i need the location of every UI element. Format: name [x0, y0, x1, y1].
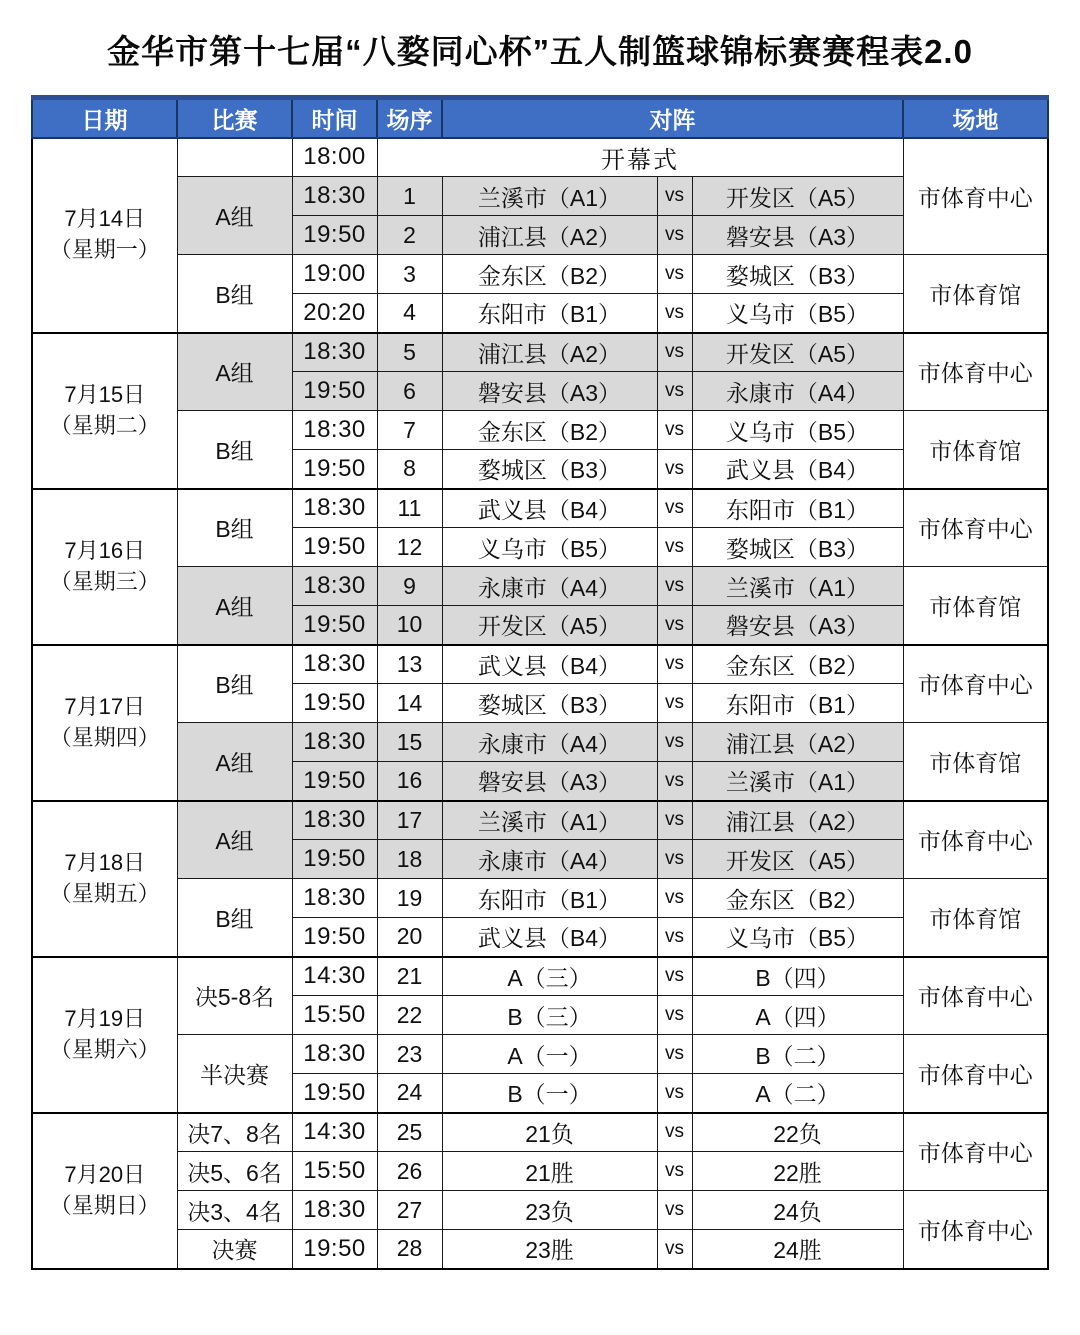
home-team-cell: 武义县（B4）	[442, 918, 657, 957]
venue-cell: 市体育中心	[903, 489, 1048, 567]
header-order: 场序	[377, 98, 442, 138]
vs-label: vs	[657, 879, 692, 918]
vs-label: vs	[657, 1152, 692, 1191]
home-team-cell: 婺城区（B3）	[442, 450, 657, 489]
away-team-cell: 开发区（A5）	[692, 177, 903, 216]
home-team-cell: 兰溪市（A1）	[442, 177, 657, 216]
home-team-cell: 婺城区（B3）	[442, 684, 657, 723]
group-cell: A组	[177, 801, 292, 879]
vs-label: vs	[657, 1035, 692, 1074]
match-order-cell: 23	[377, 1035, 442, 1074]
home-team-cell: 兰溪市（A1）	[442, 801, 657, 840]
time-cell: 19:50	[292, 684, 377, 723]
schedule-row	[32, 1230, 1048, 1269]
schedule-row	[32, 723, 1048, 762]
venue-cell: 市体育馆	[903, 255, 1048, 333]
time-cell: 19:50	[292, 840, 377, 879]
venue-cell: 市体育馆	[903, 411, 1048, 489]
date-text-line: （星期二）	[49, 412, 160, 438]
home-team-cell: 义乌市（B5）	[442, 528, 657, 567]
header-matchup: 对阵	[442, 98, 903, 138]
match-order-cell: 27	[377, 1191, 442, 1230]
match-order-cell: 24	[377, 1074, 442, 1113]
date-text-line: 7月20日	[64, 1161, 146, 1187]
home-team-cell: 23负	[442, 1191, 657, 1230]
vs-label: vs	[657, 333, 692, 372]
group-cell: B组	[177, 489, 292, 567]
vs-label: vs	[657, 528, 692, 567]
home-team-cell: 开发区（A5）	[442, 606, 657, 645]
vs-label: vs	[657, 567, 692, 606]
date-text-line: 7月19日	[64, 1005, 146, 1031]
time-cell: 18:30	[292, 879, 377, 918]
match-order-cell: 4	[377, 294, 442, 333]
match-order-cell: 13	[377, 645, 442, 684]
match-order-cell: 5	[377, 333, 442, 372]
date-cell	[32, 801, 177, 957]
home-team-cell: 浦江县（A2）	[442, 333, 657, 372]
home-team-cell: 永康市（A4）	[442, 840, 657, 879]
time-cell: 18:30	[292, 723, 377, 762]
away-team-cell: 浦江县（A2）	[692, 801, 903, 840]
away-team-cell: 金东区（B2）	[692, 645, 903, 684]
match-order-cell: 7	[377, 411, 442, 450]
group-cell: B组	[177, 879, 292, 957]
time-cell: 14:30	[292, 957, 377, 996]
away-team-cell: 24负	[692, 1191, 903, 1230]
group-cell: 决5-8名	[177, 957, 292, 1035]
home-team-cell: 武义县（B4）	[442, 489, 657, 528]
match-order-cell: 25	[377, 1113, 442, 1152]
away-team-cell: 婺城区（B3）	[692, 528, 903, 567]
home-team-cell: 磐安县（A3）	[442, 762, 657, 801]
date-text-line: 7月18日	[64, 849, 146, 875]
vs-label: vs	[657, 489, 692, 528]
vs-label: vs	[657, 762, 692, 801]
vs-label: vs	[657, 723, 692, 762]
header-time: 时间	[292, 98, 377, 138]
vs-label: vs	[657, 801, 692, 840]
vs-label: vs	[657, 294, 692, 333]
vs-label: vs	[657, 1191, 692, 1230]
away-team-cell: 开发区（A5）	[692, 333, 903, 372]
vs-label: vs	[657, 1113, 692, 1152]
group-cell: A组	[177, 723, 292, 801]
home-team-cell: 21胜	[442, 1152, 657, 1191]
home-team-cell: 永康市（A4）	[442, 567, 657, 606]
match-order-cell: 20	[377, 918, 442, 957]
vs-label: vs	[657, 840, 692, 879]
date-text-line: （星期四）	[49, 724, 160, 750]
time-cell: 18:30	[292, 411, 377, 450]
away-team-cell: 浦江县（A2）	[692, 723, 903, 762]
match-order-cell: 12	[377, 528, 442, 567]
time-cell: 19:50	[292, 918, 377, 957]
date-text-line: （星期一）	[49, 237, 160, 262]
away-team-cell: 婺城区（B3）	[692, 255, 903, 294]
time-cell: 19:50	[292, 528, 377, 567]
home-team-cell: 金东区（B2）	[442, 255, 657, 294]
vs-label: vs	[657, 684, 692, 723]
date-text-line: （星期三）	[49, 568, 160, 594]
date-text-line: 7月17日	[64, 693, 146, 719]
home-team-cell: B（三）	[442, 996, 657, 1035]
header-row	[32, 98, 1048, 138]
away-team-cell: 金东区（B2）	[692, 879, 903, 918]
time-cell: 14:30	[292, 1113, 377, 1152]
schedule-row	[32, 957, 1048, 996]
vs-label: vs	[657, 996, 692, 1035]
away-team-cell: B（二）	[692, 1035, 903, 1074]
group-cell: 决赛	[177, 1230, 292, 1269]
schedule-row	[32, 1035, 1048, 1074]
match-order-cell: 17	[377, 801, 442, 840]
vs-label: vs	[657, 177, 692, 216]
time-cell: 19:50	[292, 1230, 377, 1269]
venue-cell: 市体育中心	[903, 1191, 1048, 1269]
group-cell: A组	[177, 333, 292, 411]
date-text-line: （星期五）	[49, 880, 160, 906]
time-cell: 19:50	[292, 372, 377, 411]
home-team-cell: 永康市（A4）	[442, 723, 657, 762]
time-cell: 19:50	[292, 1074, 377, 1113]
time-cell: 18:00	[292, 138, 377, 177]
schedule-row	[32, 567, 1048, 606]
date-cell	[32, 489, 177, 645]
vs-label: vs	[657, 216, 692, 255]
vs-label: vs	[657, 411, 692, 450]
group-cell: B组	[177, 645, 292, 723]
venue-cell: 市体育中心	[903, 801, 1048, 879]
date-cell	[32, 138, 177, 333]
time-cell: 19:50	[292, 450, 377, 489]
header-competition: 比赛	[177, 98, 292, 138]
time-cell: 15:50	[292, 996, 377, 1035]
away-team-cell: 武义县（B4）	[692, 450, 903, 489]
away-team-cell: 开发区（A5）	[692, 840, 903, 879]
venue-cell: 市体育馆	[903, 567, 1048, 645]
away-team-cell: 兰溪市（A1）	[692, 567, 903, 606]
vs-label: vs	[657, 957, 692, 996]
away-team-cell: 兰溪市（A1）	[692, 762, 903, 801]
date-text-line: 7月15日	[64, 381, 146, 407]
time-cell: 20:20	[292, 294, 377, 333]
match-order-cell: 1	[377, 177, 442, 216]
group-cell: B组	[177, 411, 292, 489]
vs-label: vs	[657, 450, 692, 489]
match-order-cell: 21	[377, 957, 442, 996]
away-team-cell: 22负	[692, 1113, 903, 1152]
group-cell: A组	[177, 567, 292, 645]
match-order-cell: 18	[377, 840, 442, 879]
away-team-cell: A（二）	[692, 1074, 903, 1113]
match-order-cell: 28	[377, 1230, 442, 1269]
home-team-cell: A（一）	[442, 1035, 657, 1074]
date-text-line: （星期日）	[49, 1192, 160, 1218]
schedule-body	[32, 138, 1048, 1269]
schedule-row	[32, 1191, 1048, 1230]
venue-cell: 市体育中心	[903, 1113, 1048, 1191]
date-cell	[32, 645, 177, 801]
date-cell	[32, 1113, 177, 1269]
time-cell: 19:50	[292, 606, 377, 645]
schedule-table	[31, 95, 1049, 1270]
away-team-cell: 义乌市（B5）	[692, 918, 903, 957]
time-cell: 19:50	[292, 216, 377, 255]
schedule-row	[32, 255, 1048, 294]
date-text-line: 7月16日	[64, 537, 146, 563]
home-team-cell: 东阳市（B1）	[442, 879, 657, 918]
venue-cell: 市体育馆	[903, 879, 1048, 957]
time-cell: 19:50	[292, 762, 377, 801]
venue-cell: 市体育中心	[903, 645, 1048, 723]
away-team-cell: 22胜	[692, 1152, 903, 1191]
vs-label: vs	[657, 255, 692, 294]
away-team-cell: 东阳市（B1）	[692, 489, 903, 528]
group-cell: 决5、6名	[177, 1152, 292, 1191]
home-team-cell: 磐安县（A3）	[442, 372, 657, 411]
match-order-cell: 2	[377, 216, 442, 255]
header-venue: 场地	[903, 98, 1048, 138]
venue-cell: 市体育馆	[903, 723, 1048, 801]
vs-label: vs	[657, 1230, 692, 1269]
schedule-row	[32, 879, 1048, 918]
time-cell: 15:50	[292, 1152, 377, 1191]
home-team-cell: B（一）	[442, 1074, 657, 1113]
date-text-line: （星期六）	[49, 1036, 160, 1062]
vs-label: vs	[657, 1074, 692, 1113]
away-team-cell: 永康市（A4）	[692, 372, 903, 411]
match-order-cell: 11	[377, 489, 442, 528]
time-cell: 18:30	[292, 1035, 377, 1074]
away-team-cell: 磐安县（A3）	[692, 606, 903, 645]
date-cell	[32, 333, 177, 489]
date-text-line: 7月14日	[64, 206, 146, 232]
venue-cell: 市体育中心	[903, 138, 1048, 255]
match-order-cell: 10	[377, 606, 442, 645]
home-team-cell: 东阳市（B1）	[442, 294, 657, 333]
venue-cell: 市体育中心	[903, 333, 1048, 411]
away-team-cell: 义乌市（B5）	[692, 411, 903, 450]
time-cell: 19:00	[292, 255, 377, 294]
group-cell	[177, 138, 292, 177]
match-order-cell: 16	[377, 762, 442, 801]
vs-label: vs	[657, 372, 692, 411]
away-team-cell: 24胜	[692, 1230, 903, 1269]
time-cell: 18:30	[292, 801, 377, 840]
match-order-cell: 6	[377, 372, 442, 411]
home-team-cell: 武义县（B4）	[442, 645, 657, 684]
away-team-cell: B（四）	[692, 957, 903, 996]
schedule-row	[32, 645, 1048, 684]
home-team-cell: 21负	[442, 1113, 657, 1152]
match-order-cell: 15	[377, 723, 442, 762]
date-cell	[32, 957, 177, 1113]
match-order-cell: 26	[377, 1152, 442, 1191]
schedule-row	[32, 1152, 1048, 1191]
home-team-cell: 浦江县（A2）	[442, 216, 657, 255]
away-team-cell: 义乌市（B5）	[692, 294, 903, 333]
home-team-cell: A（三）	[442, 957, 657, 996]
home-team-cell: 金东区（B2）	[442, 411, 657, 450]
schedule-row	[32, 138, 1048, 177]
schedule-row	[32, 333, 1048, 372]
venue-cell: 市体育中心	[903, 957, 1048, 1035]
match-order-cell: 14	[377, 684, 442, 723]
schedule-row	[32, 411, 1048, 450]
group-cell: A组	[177, 177, 292, 255]
page-title: 金华市第十七届“八婺同心杯”五人制篮球锦标赛赛程表2.0	[107, 33, 973, 70]
away-team-cell: 磐安县（A3）	[692, 216, 903, 255]
match-order-cell: 3	[377, 255, 442, 294]
vs-label: vs	[657, 606, 692, 645]
vs-label: vs	[657, 645, 692, 684]
time-cell: 18:30	[292, 567, 377, 606]
match-order-cell: 22	[377, 996, 442, 1035]
home-team-cell: 23胜	[442, 1230, 657, 1269]
time-cell: 18:30	[292, 645, 377, 684]
time-cell: 18:30	[292, 1191, 377, 1230]
group-cell: 决7、8名	[177, 1113, 292, 1152]
away-team-cell: A（四）	[692, 996, 903, 1035]
schedule-row	[32, 489, 1048, 528]
group-cell: 决3、4名	[177, 1191, 292, 1230]
vs-label: vs	[657, 918, 692, 957]
match-order-cell: 19	[377, 879, 442, 918]
ceremony-cell: 开幕式	[377, 138, 903, 177]
schedule-row	[32, 177, 1048, 216]
schedule-row	[32, 801, 1048, 840]
group-cell: B组	[177, 255, 292, 333]
away-team-cell: 东阳市（B1）	[692, 684, 903, 723]
group-cell: 半决赛	[177, 1035, 292, 1113]
time-cell: 18:30	[292, 489, 377, 528]
time-cell: 18:30	[292, 177, 377, 216]
schedule-row	[32, 1113, 1048, 1152]
header-date: 日期	[32, 98, 177, 138]
time-cell: 18:30	[292, 333, 377, 372]
match-order-cell: 8	[377, 450, 442, 489]
venue-cell: 市体育中心	[903, 1035, 1048, 1113]
match-order-cell: 9	[377, 567, 442, 606]
